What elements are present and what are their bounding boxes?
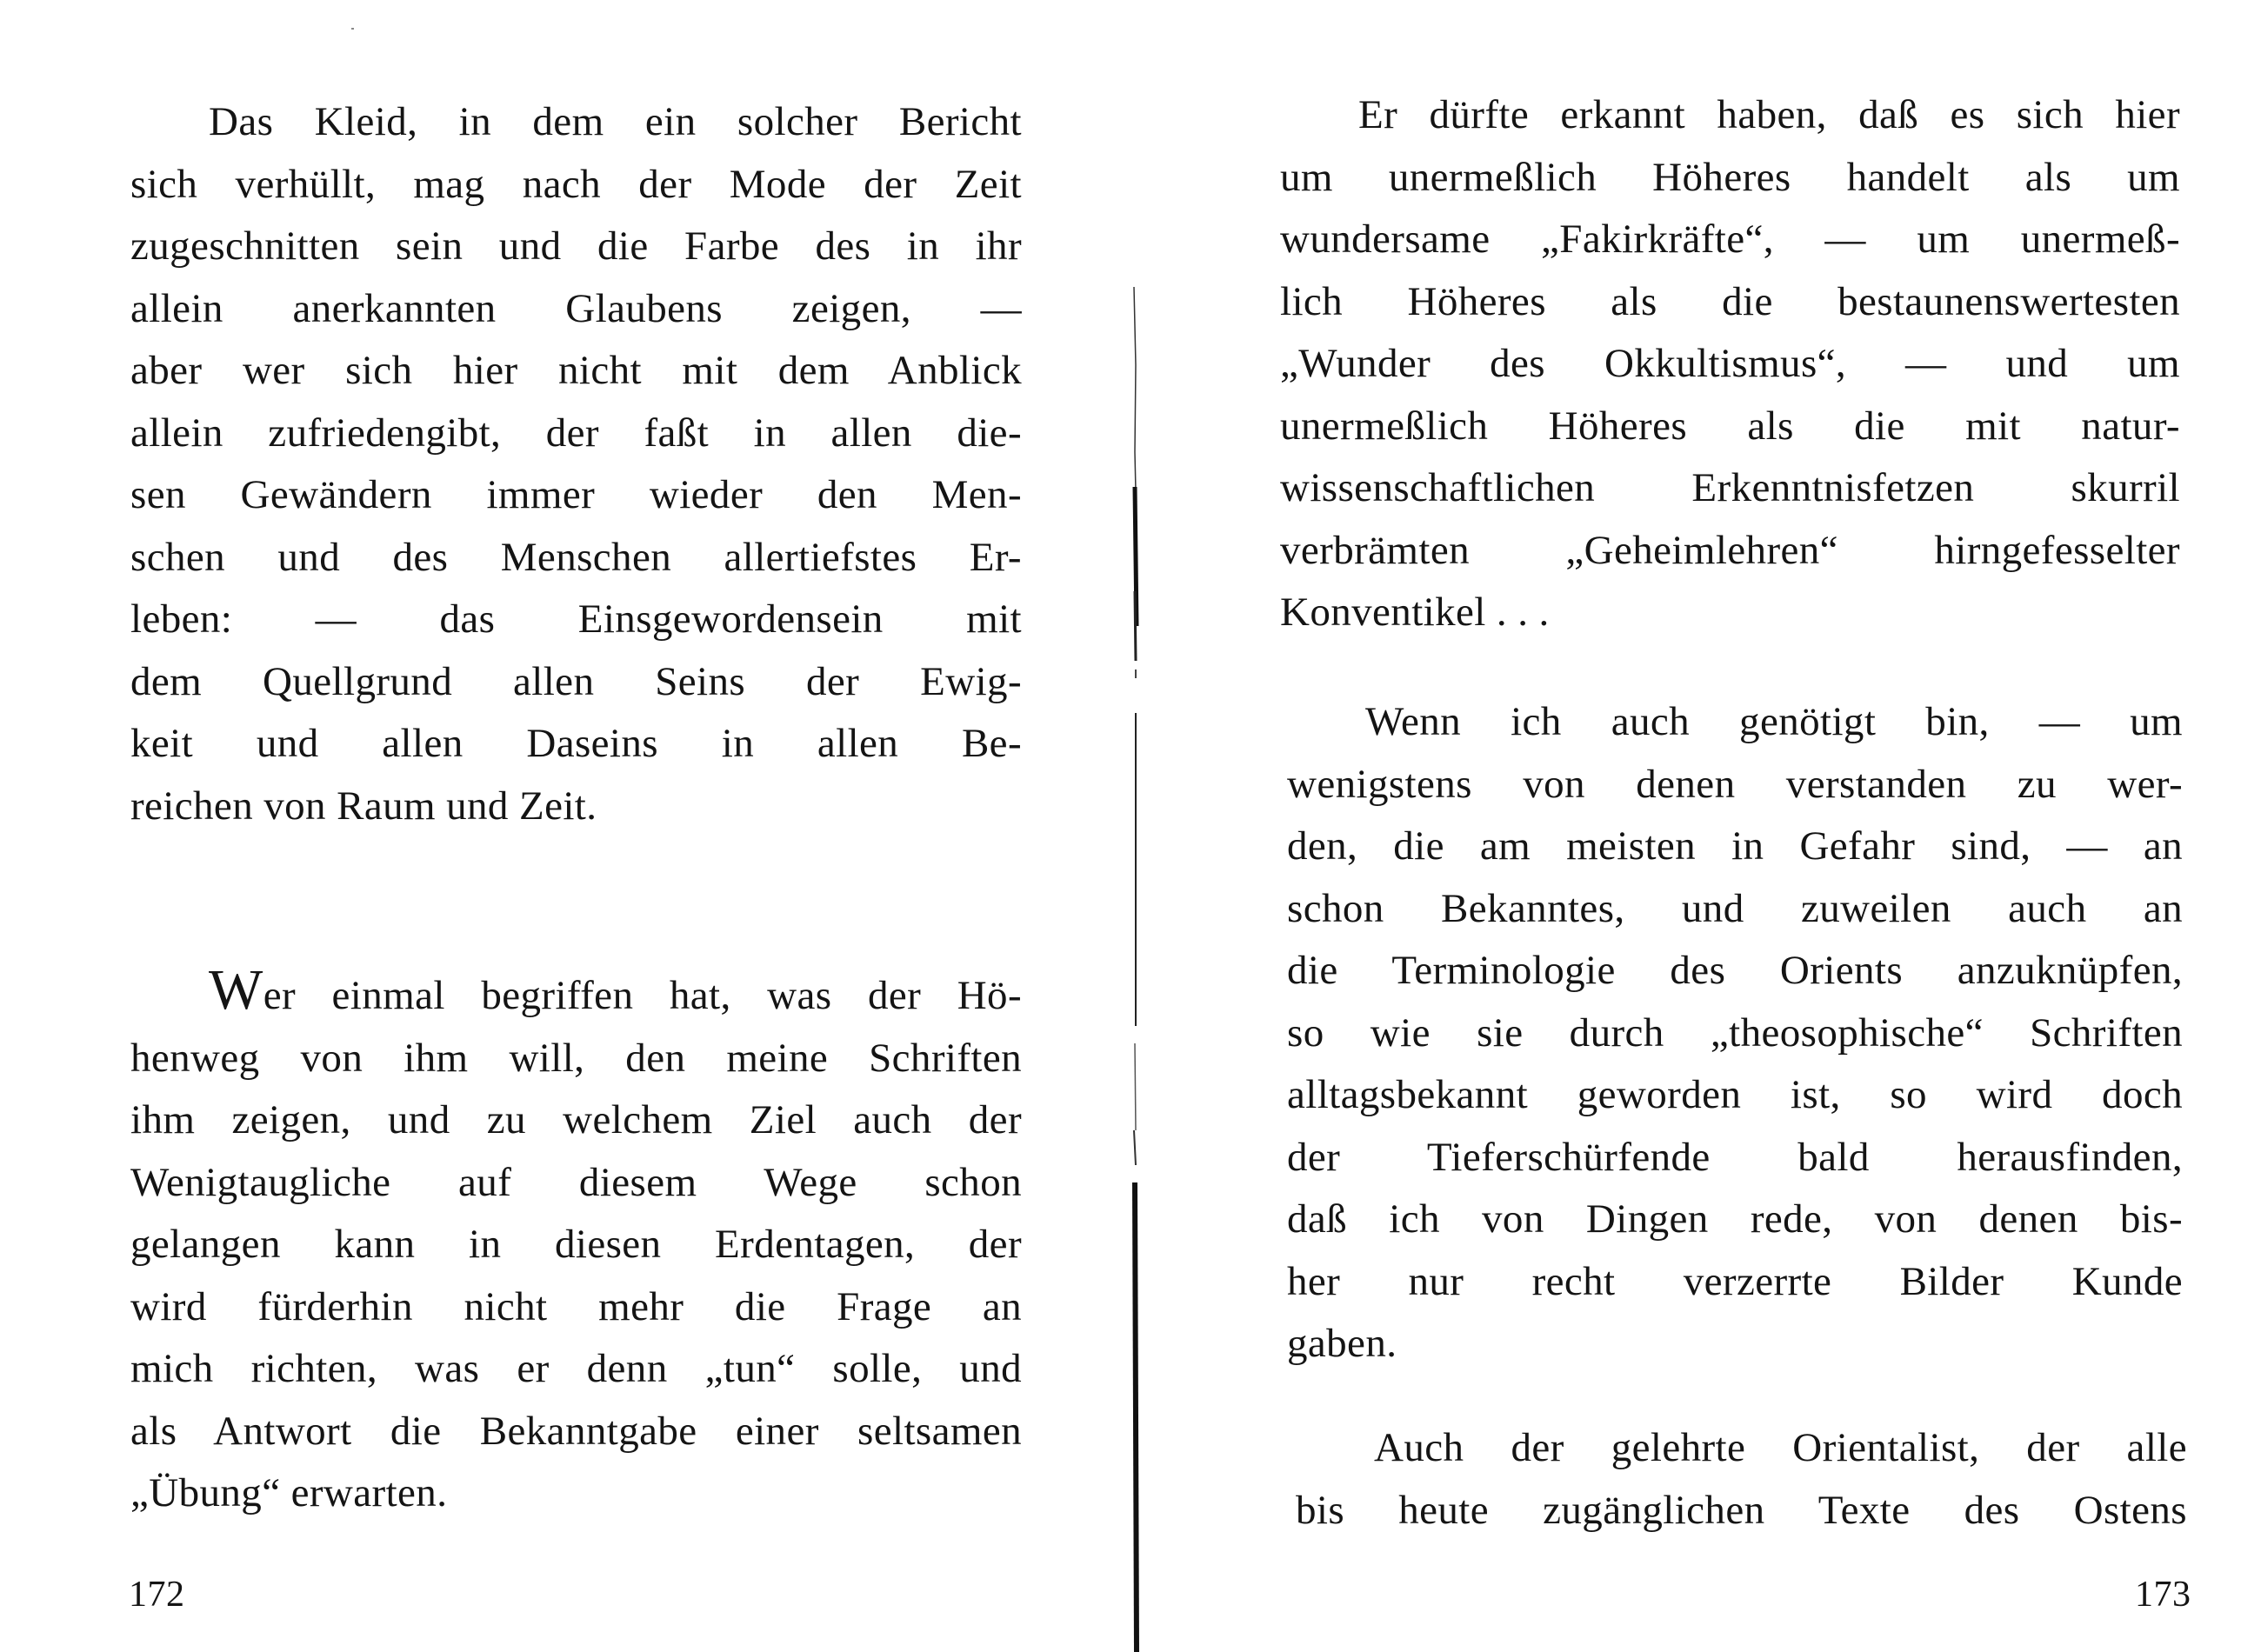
page-number: 173 xyxy=(2135,1575,2191,1615)
text-line: mich richten, was er denn „tun“ solle, und xyxy=(130,1346,1022,1391)
text-line: reichen von Raum und Zeit. xyxy=(130,783,597,829)
text-line: alltagsbekannt geworden ist, so wird doch xyxy=(1287,1072,2183,1117)
text-line: „Wunder des Okkultismus“, — und um xyxy=(1280,341,2180,386)
text-line: verbrämten „Geheimlehren“ hirngefesselter xyxy=(1280,527,2180,573)
text-line: so wie sie durch „theosophische“ Schriften xyxy=(1287,1009,2183,1056)
text-line: Konventikel . . . xyxy=(1280,590,1550,635)
text-line: Wenn ich auch genötigt bin, — um xyxy=(1365,699,2183,744)
text-line: bis heute zugänglichen Texte des Ostens xyxy=(1296,1487,2187,1533)
text-line: aber wer sich hier nicht mit dem Anblick xyxy=(130,348,1022,393)
text-line: gelangen kann in diesen Erdentagen, der xyxy=(130,1222,1022,1267)
text-line: schen und des Menschen allertiefstes Er- xyxy=(130,534,1022,580)
paragraph xyxy=(1296,1417,2187,1542)
paragraph xyxy=(1280,84,2180,644)
text-line: allein zufriedengibt, der faßt in allen die- xyxy=(130,410,1022,456)
text-line: den, die am meisten in Gefahr sind, — an xyxy=(1287,823,2183,869)
text-line: schon Bekanntes, und zuweilen auch an xyxy=(1287,885,2183,931)
text-line: Das Kleid, in dem ein solcher Bericht xyxy=(209,99,1022,144)
text-line: wird fürderhin nicht mehr die Frage an xyxy=(130,1283,1022,1329)
text-line: dem Quellgrund allen Seins der Ewig- xyxy=(130,658,1022,704)
text-line: lich Höheres als die bestaunenswertesten xyxy=(1280,278,2180,324)
text-line: Er dürfte erkannt haben, daß es sich hier xyxy=(1358,92,2180,137)
text-line: um unermeßlich Höheres handelt als um xyxy=(1280,154,2180,200)
text-line xyxy=(130,958,1022,1028)
text-line: her nur recht verzerrte Bilder Kunde xyxy=(1287,1258,2183,1304)
text-line: sen Gewändern immer wieder den Men- xyxy=(130,472,1022,517)
text-line: als Antwort die Bekanntgabe einer seltsamen xyxy=(130,1408,1022,1454)
text-line: gaben. xyxy=(1287,1321,1397,1366)
text-line: ihm zeigen, und zu welchem Ziel auch der xyxy=(130,1097,1022,1142)
left-page xyxy=(0,0,1130,1652)
text-line: allein anerkannten Glaubens zeigen, — xyxy=(130,285,1022,331)
text-line: wissenschaftlichen Erkenntnisfetzen skurril xyxy=(1280,465,2180,510)
text-line: wenigstens von denen verstanden zu wer- xyxy=(1287,761,2183,807)
paragraph xyxy=(130,958,1022,1525)
text-line: der Tieferschürfende bald herausfinden, xyxy=(1287,1134,2183,1180)
text-line: keit und allen Daseins in allen Be- xyxy=(130,721,1022,766)
paragraph xyxy=(130,91,1022,837)
text-line: die Terminologie des Orients anzuknüpfen, xyxy=(1287,948,2183,993)
text-line: Wenigtaugliche auf diesem Wege schon xyxy=(130,1159,1022,1205)
drop-cap: W xyxy=(209,958,263,1022)
text-line: „Übung“ erwarten. xyxy=(130,1470,448,1515)
text-line: leben: — das Einsgewordensein mit xyxy=(130,596,1022,642)
page-number: 172 xyxy=(129,1575,185,1615)
text-line: unermeßlich Höheres als die mit natur- xyxy=(1280,403,2180,449)
text-line: wundersame „Fakirkräfte“, — um unermeß- xyxy=(1280,216,2180,262)
text-line: henweg von ihm will, den meine Schriften xyxy=(130,1035,1022,1081)
text-line: sich verhüllt, mag nach der Mode der Zeit xyxy=(130,161,1022,207)
text-line-rest: er einmal begriffen hat, was der Hö- xyxy=(263,973,1022,1018)
text-line: zugeschnitten sein und die Farbe des in ihr xyxy=(130,223,1022,269)
paragraph xyxy=(1287,691,2183,1376)
text-line: Auch der gelehrte Orientalist, der alle xyxy=(1374,1425,2187,1470)
text-line: daß ich von Dingen rede, von denen bis- xyxy=(1287,1196,2183,1242)
